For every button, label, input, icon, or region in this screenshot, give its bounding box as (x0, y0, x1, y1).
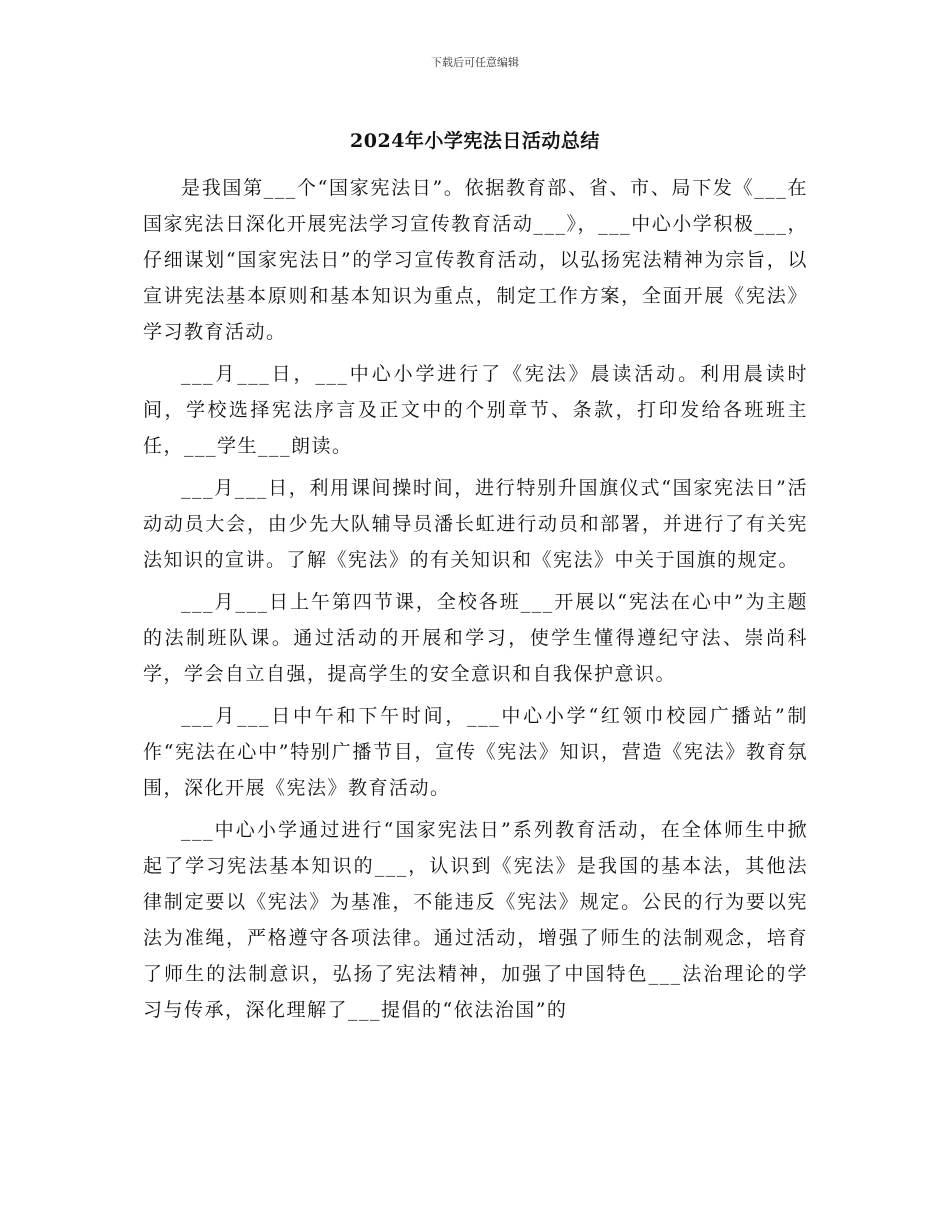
document-body (143, 170, 808, 1034)
document-title: 2024年小学宪法日活动总结 (350, 130, 600, 152)
paragraph-class-meeting: ___月___日上午第四节课，全校各班___开展以“宪法在心中”为主题的法制班队课。通过活动的开展和学习，使学生懂得遵纪守法、崇尚科学，学会自立自强，提高学生的安全意识和自我保护意识。 (143, 591, 808, 685)
paragraph-summary: ___中心小学通过进行“国家宪法日”系列教育活动，在全体师生中掀起了学习宪法基本知识的___，认识到《宪法》是我国的基本法，其他法律制定要以《宪法》为基准，不能违反《宪法》规定。公民的行为要以宪法为准绳，严格遵守各项法律。通过活动，增强了师生的法制观念，培育了师生的法制意识，弘扬了宪法精神，加强了中国特色___法治理论的学习与传承，深化理解了___提倡的“依法治国”的 (143, 819, 808, 1021)
paragraph-intro: 是我国第___个“国家宪法日”。依据教育部、省、市、局下发《___在国家宪法日深化开展宪法学习宣传教育活动___》，___中心小学积极___，仔细谋划“国家宪法日”的学习宣传教育活动，以弘扬宪法精神为宗旨，以宣讲宪法基本原则和基本知识为重点，制定工作方案，全面开展《宪法》学习教育活动。 (143, 177, 808, 343)
paragraph-morning-reading: ___月___日，___中心小学进行了《宪法》晨读活动。利用晨读时间，学校选择宪法序言及正文中的个别章节、条款，打印发给各班班主任，___学生___朗读。 (143, 363, 808, 457)
header-note: 下载后可任意编辑 (431, 56, 519, 69)
paragraph-broadcast: ___月___日中午和下午时间，___中心小学“红领巾校园广播站”制作“宪法在心中”特别广播节目，宣传《宪法》知识，营造《宪法》教育氛围，深化开展《宪法》教育活动。 (143, 705, 808, 799)
paragraph-flag-ceremony: ___月___日，利用课间操时间，进行特别升国旗仪式“国家宪法日”活动动员大会，由少先大队辅导员潘长虹进行动员和部署，并进行了有关宪法知识的宣讲。了解《宪法》的有关知识和《宪法》中关于国旗的规定。 (143, 477, 808, 571)
